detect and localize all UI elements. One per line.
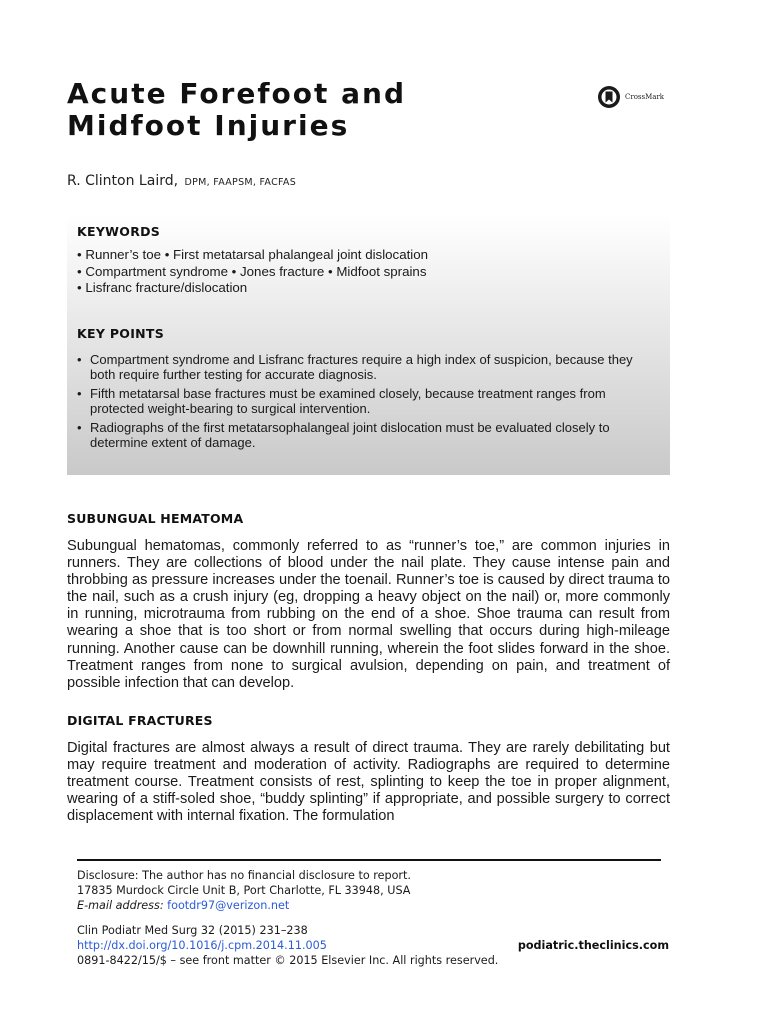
email-line [77, 898, 289, 914]
journal-website-link[interactable]: podiatric.theclinics.com [517, 939, 669, 952]
bullet-icon: • [77, 352, 82, 367]
section-paragraph-subungual-hematoma: Subungual hematomas, commonly referred to as “runner’s toe,” are common injuries in runners. They are collections of blood under the nail plate. They cause intense pain and throbbing as pressure increases under the toenail. Runner’s toe is caused by direct trauma to the nail, such as a crush injury (eg, dropping a heavy object on the nail) or, more commonly in running, microtrauma from rubbing on the end of a shoe. Shoe trauma can result from wearing a shoe that is too short or from normal swelling that occurs during high-mileage running. Another cause can be downhill running, wherein the foot slides forward in the shoe. Treatment ranges from none to surgical avulsion, depending on pain, and treatment of possible infection that can develop. [67, 538, 670, 691]
email-link[interactable]: footdr97@verizon.net [167, 899, 290, 912]
footer-divider [77, 859, 661, 861]
key-points-list [77, 352, 657, 454]
author-credentials: DPM, FAAPSM, FACFAS [184, 177, 297, 188]
article-title [67, 78, 467, 142]
author-line [67, 173, 296, 189]
section-paragraph-digital-fractures: Digital fractures are almost always a result of direct trauma. They are rarely debilitating but may require treatment and moderation of activity. Radiographs are required to determine treatment course. Treatment consists of rest, splinting to keep the toe in proper alignment, wearing of a stiff-soled shoe, “buddy splinting” if appropriate, and possible surgery to correct displacement with internal fixation. The formulation [67, 740, 670, 825]
key-point-item [77, 420, 657, 450]
keywords-line: • Runner’s toe • First metatarsal phalangeal joint dislocation [77, 247, 429, 262]
article-title-line-2: Midfoot Injuries [67, 109, 350, 142]
article-title-line-1: Acute Forefoot and [67, 77, 407, 110]
section-heading-digital-fractures: DIGITAL FRACTURES [67, 713, 213, 728]
bullet-icon: • [77, 420, 82, 435]
section-heading-subungual-hematoma: SUBUNGUAL HEMATOMA [67, 511, 244, 526]
key-point-text: Radiographs of the first metatarsophalangeal joint dislocation must be evaluated closely to determine extent of damage. [90, 420, 610, 450]
keywords-line: • Lisfranc fracture/dislocation [77, 280, 248, 295]
author-address: 17835 Murdock Circle Unit B, Port Charlotte, FL 33948, USA [77, 884, 411, 897]
key-point-text: Fifth metatarsal base fractures must be examined closely, because treatment ranges from protected weight-bearing to surgical intervention. [90, 386, 606, 416]
copyright-notice: 0891-8422/15/$ – see front matter © 2015 Elsevier Inc. All rights reserved. [77, 954, 499, 967]
doi-link[interactable]: http://dx.doi.org/10.1016/j.cpm.2014.11.005 [77, 939, 327, 952]
disclosure-note: Disclosure: The author has no financial disclosure to report. [77, 869, 411, 882]
crossmark-label: CrossMark [625, 93, 665, 101]
crossmark-badge[interactable] [597, 85, 664, 109]
bullet-icon: • [77, 386, 82, 401]
key-point-item [77, 386, 657, 416]
key-points-heading: KEY POINTS [77, 326, 165, 341]
key-point-item [77, 352, 657, 382]
keywords-heading: KEYWORDS [77, 224, 161, 239]
crossmark-icon [597, 85, 621, 109]
journal-citation: Clin Podiatr Med Surg 32 (2015) 231–238 [77, 924, 308, 937]
keywords-list [77, 247, 657, 297]
author-name: R. Clinton Laird, [67, 173, 179, 189]
key-point-text: Compartment syndrome and Lisfranc fractures require a high index of suspicion, because they both require further testing for accurate diagnosis. [90, 352, 633, 382]
keywords-keypoints-box [67, 215, 670, 475]
keywords-line: • Compartment syndrome • Jones fracture • Midfoot sprains [77, 263, 427, 279]
email-label: E-mail address: [77, 899, 164, 912]
